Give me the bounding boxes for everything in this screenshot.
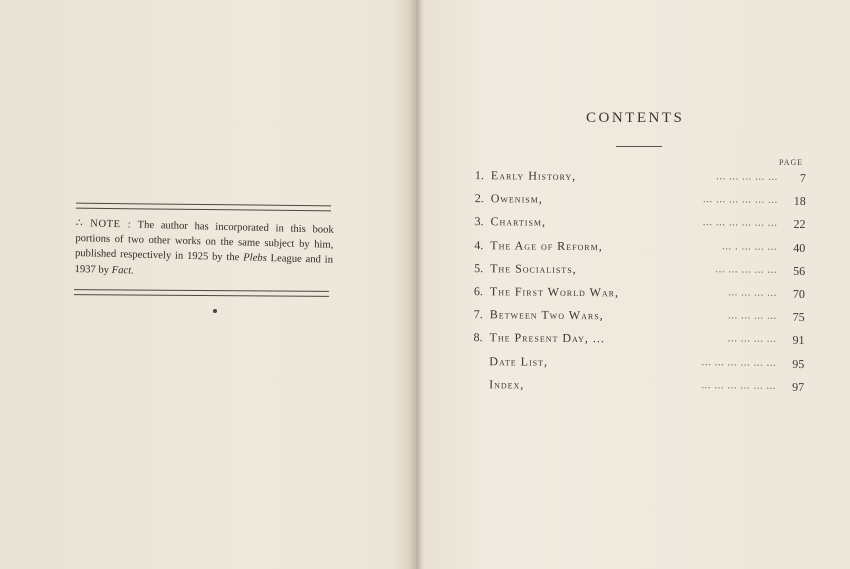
entry-number: 2. [474,191,484,206]
note-top-rule [76,203,331,212]
entry-page-number: 22 [793,217,806,232]
contents-entry [459,261,819,287]
entry-number: 3. [474,214,484,229]
entry-page-number: 91 [792,333,805,348]
contents-entry [459,238,819,264]
entry-title: Date List, [489,353,549,369]
contents-entry [458,377,818,403]
note-fact: Fact. [111,264,134,277]
entry-number: 8. [473,330,483,345]
contents-entry [458,330,818,356]
entry-title: Early History, [490,168,577,184]
entry-leader-dots: ... ... ... ... ... [715,262,778,276]
entry-number: 7. [473,307,483,322]
entry-page-number: 56 [793,263,806,278]
entry-number: 6. [473,284,483,299]
entry-leader-dots: ... ... ... ... ... ... [702,193,778,206]
entry-page-number: 75 [792,310,805,325]
contents-entry [460,191,820,217]
entry-title: The Age of Reform, [490,237,603,253]
entry-leader-dots: ... ... ... ... [728,286,777,299]
entry-page-number: 97 [792,379,805,394]
note-line-4-pre: the [226,252,240,264]
note-line-4-mid: League and in 1937 by [74,253,334,276]
entry-page-number: 70 [792,286,805,301]
entry-page-number: 40 [793,240,806,255]
entry-title: The Present Day, ... [489,330,605,346]
contents-entry [459,307,819,333]
note-line-1: The author has incorporated in this [137,219,306,236]
entry-leader-dots: ... ... ... ... [727,309,777,322]
entry-number: 5. [474,260,484,275]
author-note [74,216,334,284]
page-column-heading: PAGE [779,158,804,167]
contents-entry [458,353,818,379]
contents-entry [459,214,819,240]
note-plebs: Plebs [243,252,267,265]
ink-dot [213,309,217,313]
entry-page-number: 95 [792,356,805,371]
entry-title: Index, [489,376,525,392]
entry-leader-dots: ... ... ... ... ... [716,170,778,183]
left-page [0,0,414,569]
entry-title: Chartism, [490,214,547,230]
entry-title: Between Two Wars, [489,307,604,323]
entry-leader-dots: ... ... ... ... ... ... [701,355,777,369]
contents-title: CONTENTS [586,110,685,126]
entry-number: 4. [474,237,484,252]
entry-page-number: 7 [799,170,806,186]
note-line-3: subject by him, published respectively in 1925 by [74,238,334,264]
contents-entry [460,168,820,194]
entry-leader-dots: ... . ... ... ... [722,239,778,253]
entry-title: Owenism, [490,191,543,206]
entry-number: 1. [474,168,484,183]
entry-title: The First World War, [489,284,620,300]
contents-title-rule [616,146,662,147]
note-bottom-rule [74,289,329,297]
entry-leader-dots: ... ... ... ... ... ... [701,378,777,392]
entry-page-number: 18 [793,194,806,209]
entry-leader-dots: ... ... ... ... ... ... [702,216,778,230]
entry-title: The Socialists, [490,261,577,276]
entry-leader-dots: ... ... ... ... [727,332,777,346]
note-lead: ∴ NOTE : [75,217,132,231]
note-line-2: book portions of two other works on the same [75,224,334,250]
contents-entry [459,284,819,310]
contents-list [458,168,820,403]
